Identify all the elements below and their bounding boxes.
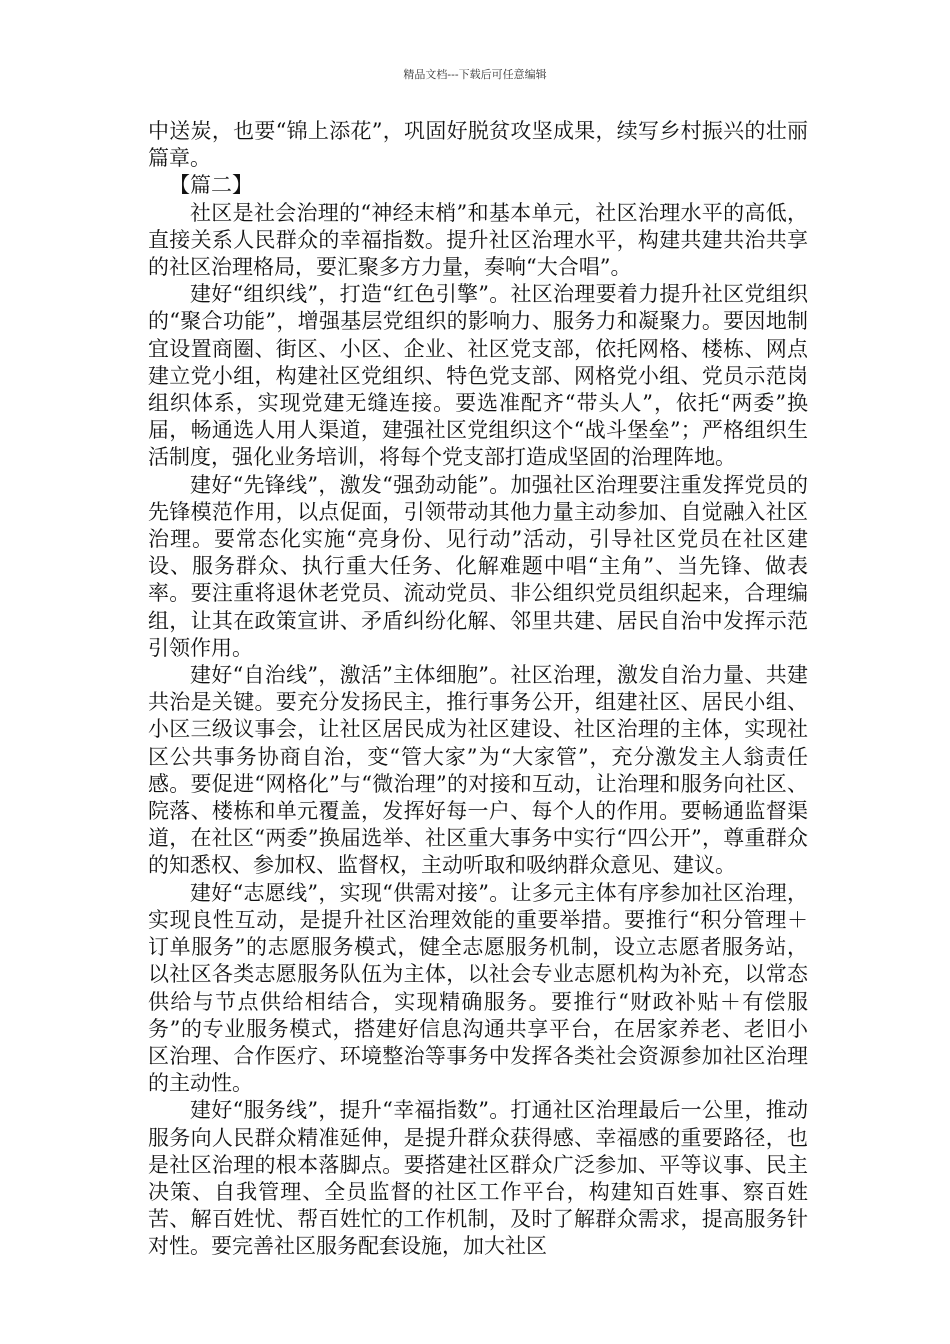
page-header: 精品文档---下载后可任意编辑 — [403, 68, 547, 81]
document-body — [148, 118, 808, 1261]
body-paragraph: 建好“志愿线”，实现“供需对接”。让多元主体有序参加社区治理，实现良性互动，是提升社区治理效能的重要举措。要推行“积分管理＋订单服务”的志愿服务模式，健全志愿服务机制，设立志愿者服务站，以社区各类志愿服务队伍为主体，以社会专业志愿机构为补充，以常态供给与节点供给相结合，实现精确服务。要推行“财政补贴＋有偿服务”的专业服务模式，搭建好信息沟通共享平台，在居家养老、老旧小区治理、合作医疗、环境整治等事务中发挥各类社会资源参加社区治理的主动性。 — [148, 880, 808, 1096]
section-title: 【篇二】 — [169, 173, 253, 198]
body-paragraph: 建好“组织线”，打造“红色引擎”。社区治理要着力提升社区党组织的“聚合功能”，增强基层党组织的影响力、服务力和凝聚力。要因地制宜设置商圈、街区、小区、企业、社区党支部，依托网格、楼栋、网点建立党小组，构建社区党组织、特色党支部、网格党小组、党员示范岗组织体系，实现党建无缝连接。要选准配齐“带头人”，依托“两委”换届，畅通选人用人渠道，建强社区党组织这个“战斗堡垒”；严格组织生活制度，强化业务培训，将每个党支部打造成坚固的治理阵地。 — [148, 282, 808, 470]
body-paragraph: 建好“自治线”，激活”主体细胞”。社区治理，激发自治力量、共建共治是关键。要充分发扬民主，推行事务公开，组建社区、居民小组、小区三级议事会，让社区居民成为社区建设、社区治理的主体，实现社区公共事务协商自治，变“管大家”为“大家管”，充分激发主人翁责任感。要促进“网格化”与“微治理”的对接和互动，让治理和服务向社区、院落、楼栋和单元覆盖，发挥好每一户、每个人的作用。要畅通监督渠道，在社区“两委”换届选举、社区重大事务中实行“四公开”，尊重群众的知悉权、参加权、监督权，主动听取和吸纳群众意见、建议。 — [148, 663, 808, 878]
continuation-paragraph: 中送炭，也要“锦上添花”，巩固好脱贫攻坚成果，续写乡村振兴的壮丽篇章。 — [148, 119, 808, 171]
body-paragraph: 建好“先锋线”，激发“强劲动能”。加强社区治理要注重发挥党员的先锋模范作用，以点促面，引领带动其他力量主动参加、自觉融入社区治理。要常态化实施“亮身份、见行动”活动，引导社区党员在社区建设、服务群众、执行重大任务、化解难题中唱“主角”、当先锋、做表率。要注重将退休老党员、流动党员、非公组织党员组织起来，合理编组，让其在政策宣讲、矛盾纠纷化解、邻里共建、居民自治中发挥示范引领作用。 — [148, 472, 808, 660]
body-paragraph: 建好“服务线”，提升“幸福指数”。打通社区治理最后一公里，推动服务向人民群众精准延伸，是提升群众获得感、幸福感的重要路径，也是社区治理的根本落脚点。要搭建社区群众广泛参加、平等议事、民主决策、自我管理、全员监督的社区工作平台，构建知百姓事、察百姓苦、解百姓忧、帮百姓忙的工作机制，及时了解群众需求，提高服务针对性。要完善社区服务配套设施，加大社区 — [148, 1098, 808, 1259]
body-paragraph: 社区是社会治理的“神经末梢”和基本单元，社区治理水平的高低，直接关系人民群众的幸福指数。提升社区治理水平，构建共建共治共享的社区治理格局，要汇聚多方力量，奏响“大合唱”。 — [148, 200, 808, 280]
